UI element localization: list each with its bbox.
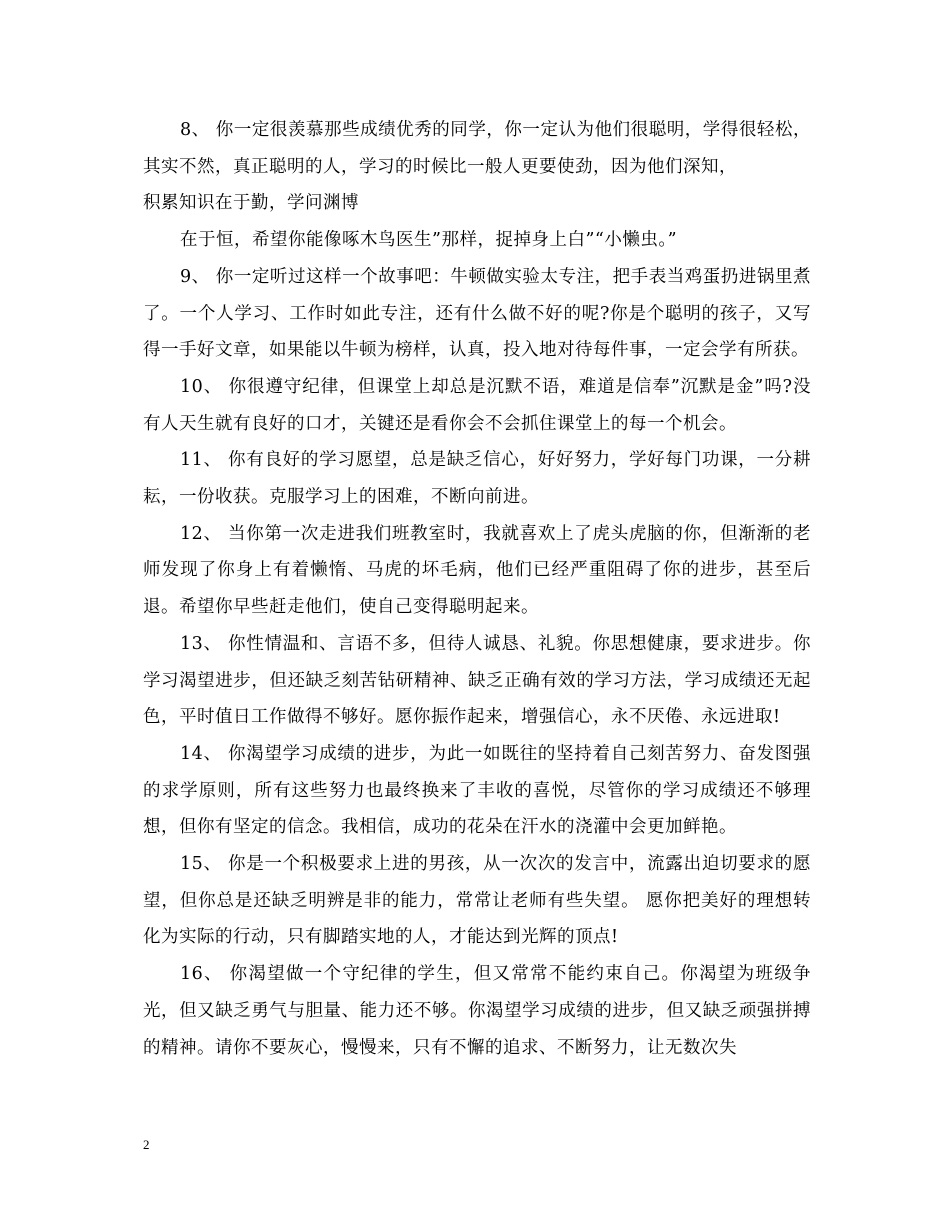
paragraph-item-15: 15、 你是一个积极要求上进的男孩，从一次次的发言中，流露出迫切要求的愿望，但你总是还缺乏明辨是非的能力，常常让老师有些失望。 愿你把美好的理想转化为实际的行动，只有脚踏实地的人，才能达到光辉的顶点!: [143, 854, 811, 948]
paragraph-item-10: 10、 你很遵守纪律，但课堂上却总是沉默不语，难道是信奉”沉默是金”吗?没有人天生就有良好的口才，关键还是看你会不会抓住课堂上的每一个机会。: [143, 376, 811, 434]
paragraph-item-12: 12、 当你第一次走进我们班教室时，我就喜欢上了虎头虎脑的你，但渐渐的老师发现了你身上有着懒惰、马虎的坏毛病，他们已经严重阻碍了你的进步，甚至后退。希望你早些赶走他们，使自己变得聪明起来。: [143, 523, 811, 618]
paragraph-item-11: 11、 你有良好的学习愿望，总是缺乏信心，好好努力，学好每门功课，一分耕耘，一份收获。克服学习上的困难，不断向前进。: [143, 450, 811, 508]
paragraph-item-13: 13、 你性情温和、言语不多，但待人诚恳、礼貌。你思想健康，要求进步。你学习渴望进步，但还缺乏刻苦钻研精神、缺乏正确有效的学习方法，学习成绩还无起色，平时值日工作做得不够好。愿你振作起来，增强信心，永不厌倦、永远进取!: [143, 633, 811, 728]
paragraph-item-8-end: 在于恒，希望你能像啄木鸟医生”那样，捉掉身上白”“小懒虫。”: [180, 230, 678, 251]
paragraph-item-9: 9、 你一定听过这样一个故事吧：牛顿做实验太专注，把手表当鸡蛋扔进锅里煮了。一个人学习、工作时如此专注，还有什么做不好的呢?你是个聪明的孩子，又写得一手好文章，如果能以牛顿为榜样，认真，投入地对待每件事，一定会学有所获。: [143, 266, 811, 361]
page-body: [143, 112, 811, 1066]
paragraph-item-8-middle: 积累知识在于勤，学问渊博: [143, 193, 359, 214]
paragraph-item-8-start: 8、 你一定很羡慕那些成绩优秀的同学，你一定认为他们很聪明，学得很轻松，其实不然，真正聪明的人，学习的时候比一般人更要使劲，因为他们深知，: [143, 120, 811, 177]
paragraph-item-14: 14、 你渴望学习成绩的进步，为此一如既往的坚持着自己刻苦努力、奋发图强的求学原则，所有这些努力也最终换来了丰收的喜悦，尽管你的学习成绩还不够理想，但你有坚定的信念。我相信，成功的花朵在汗水的浇灌中会更加鲜艳。: [143, 743, 811, 838]
paragraph-item-16: 16、 你渴望做一个守纪律的学生，但又常常不能约束自己。你渴望为班级争光，但又缺乏勇气与胆量、能力还不够。你渴望学习成绩的进步，但又缺乏顽强拼搏的精神。请你不要灰心，慢慢来，只有不懈的追求、不断努力，让无数次失: [143, 964, 811, 1058]
page-number: 2: [143, 1137, 150, 1152]
